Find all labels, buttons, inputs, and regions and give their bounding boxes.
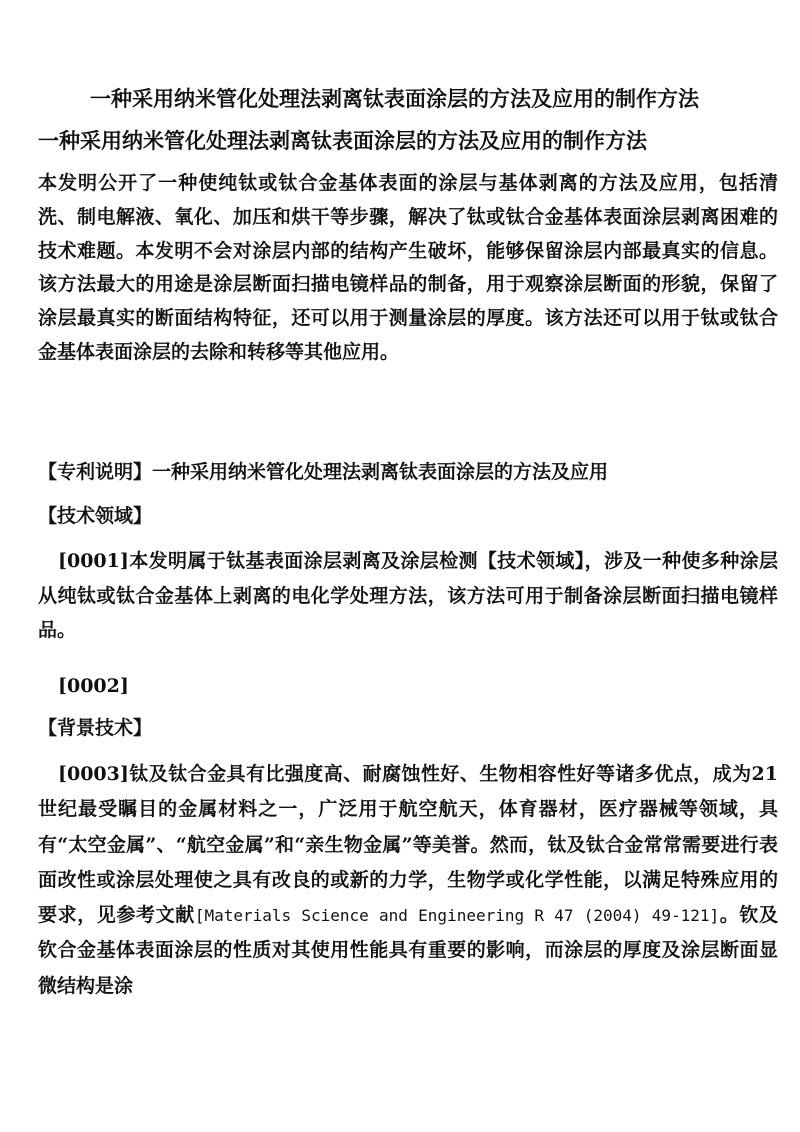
paragraph-0002: [0002] xyxy=(58,675,129,697)
paragraph-0003 xyxy=(38,757,778,1004)
paragraph-0001: [0001]本发明属于钛基表面涂层剥离及涂层检测【技术领域】，涉及一种使多种涂层从纯钛或钛合金基体上剥离的电化学处理方法，该方法可用于制备涂层断面扫描电镜样品。 xyxy=(38,550,778,641)
patent-description-heading: 【专利说明】一种采用纳米管化处理法剥离钛表面涂层的方法及应用 xyxy=(38,461,609,483)
paragraph-0003-text: [0003]钛及钛合金具有比强度高、耐腐蚀性好、生物相容性好等诸多优点，成为21世纪最受瞩目的金属材料之一，广泛用于航空航天，体育器材，医疗器械等领域，具有“太空金属”、“航空金属”和“亲生物金属”等美誉。然而，钛及钛合金常常需要进行表面改性或涂层处理使之具有改良的或新的力学，生物学或化学性能，以满足特殊应用的要求，见参考文献 xyxy=(38,763,778,927)
paragraph-0003-continuation: 。钦及钦合金基体表面涂层的性质对其使用性能具有重要的影响，而涂层的厚度及涂层断面显微结构是涂 xyxy=(38,904,778,997)
document-title: 一种采用纳米管化处理法剥离钛表面涂层的方法及应用的制作方法 xyxy=(90,86,699,111)
reference-citation: [Materials Science and Engineering R 47 (2004) 49-121] xyxy=(194,906,720,926)
technical-field-heading: 【技术领域】 xyxy=(38,505,153,527)
document-subtitle: 一种采用纳米管化处理法剥离钛表面涂层的方法及应用的制作方法 xyxy=(38,128,647,153)
background-heading: 【背景技术】 xyxy=(38,717,153,739)
abstract-paragraph: 本发明公开了一种使纯钛或钛合金基体表面的涂层与基体剥离的方法及应用，包括清洗、制电解液、氧化、加压和烘干等步骤，解决了钛或钛合金基体表面涂层剥离困难的技术难题。本发明不会对涂层内部的结构产生破坏，能够保留涂层内部最真实的信息。该方法最大的用途是涂层断面扫描电镜样品的制备，用于观察涂层断面的形貌，保留了涂层最真实的断面结构特征，还可以用于测量涂层的厚度。该方法还可以用于钛或钛合金基体表面涂层的去除和转移等其他应用。 xyxy=(38,172,778,363)
